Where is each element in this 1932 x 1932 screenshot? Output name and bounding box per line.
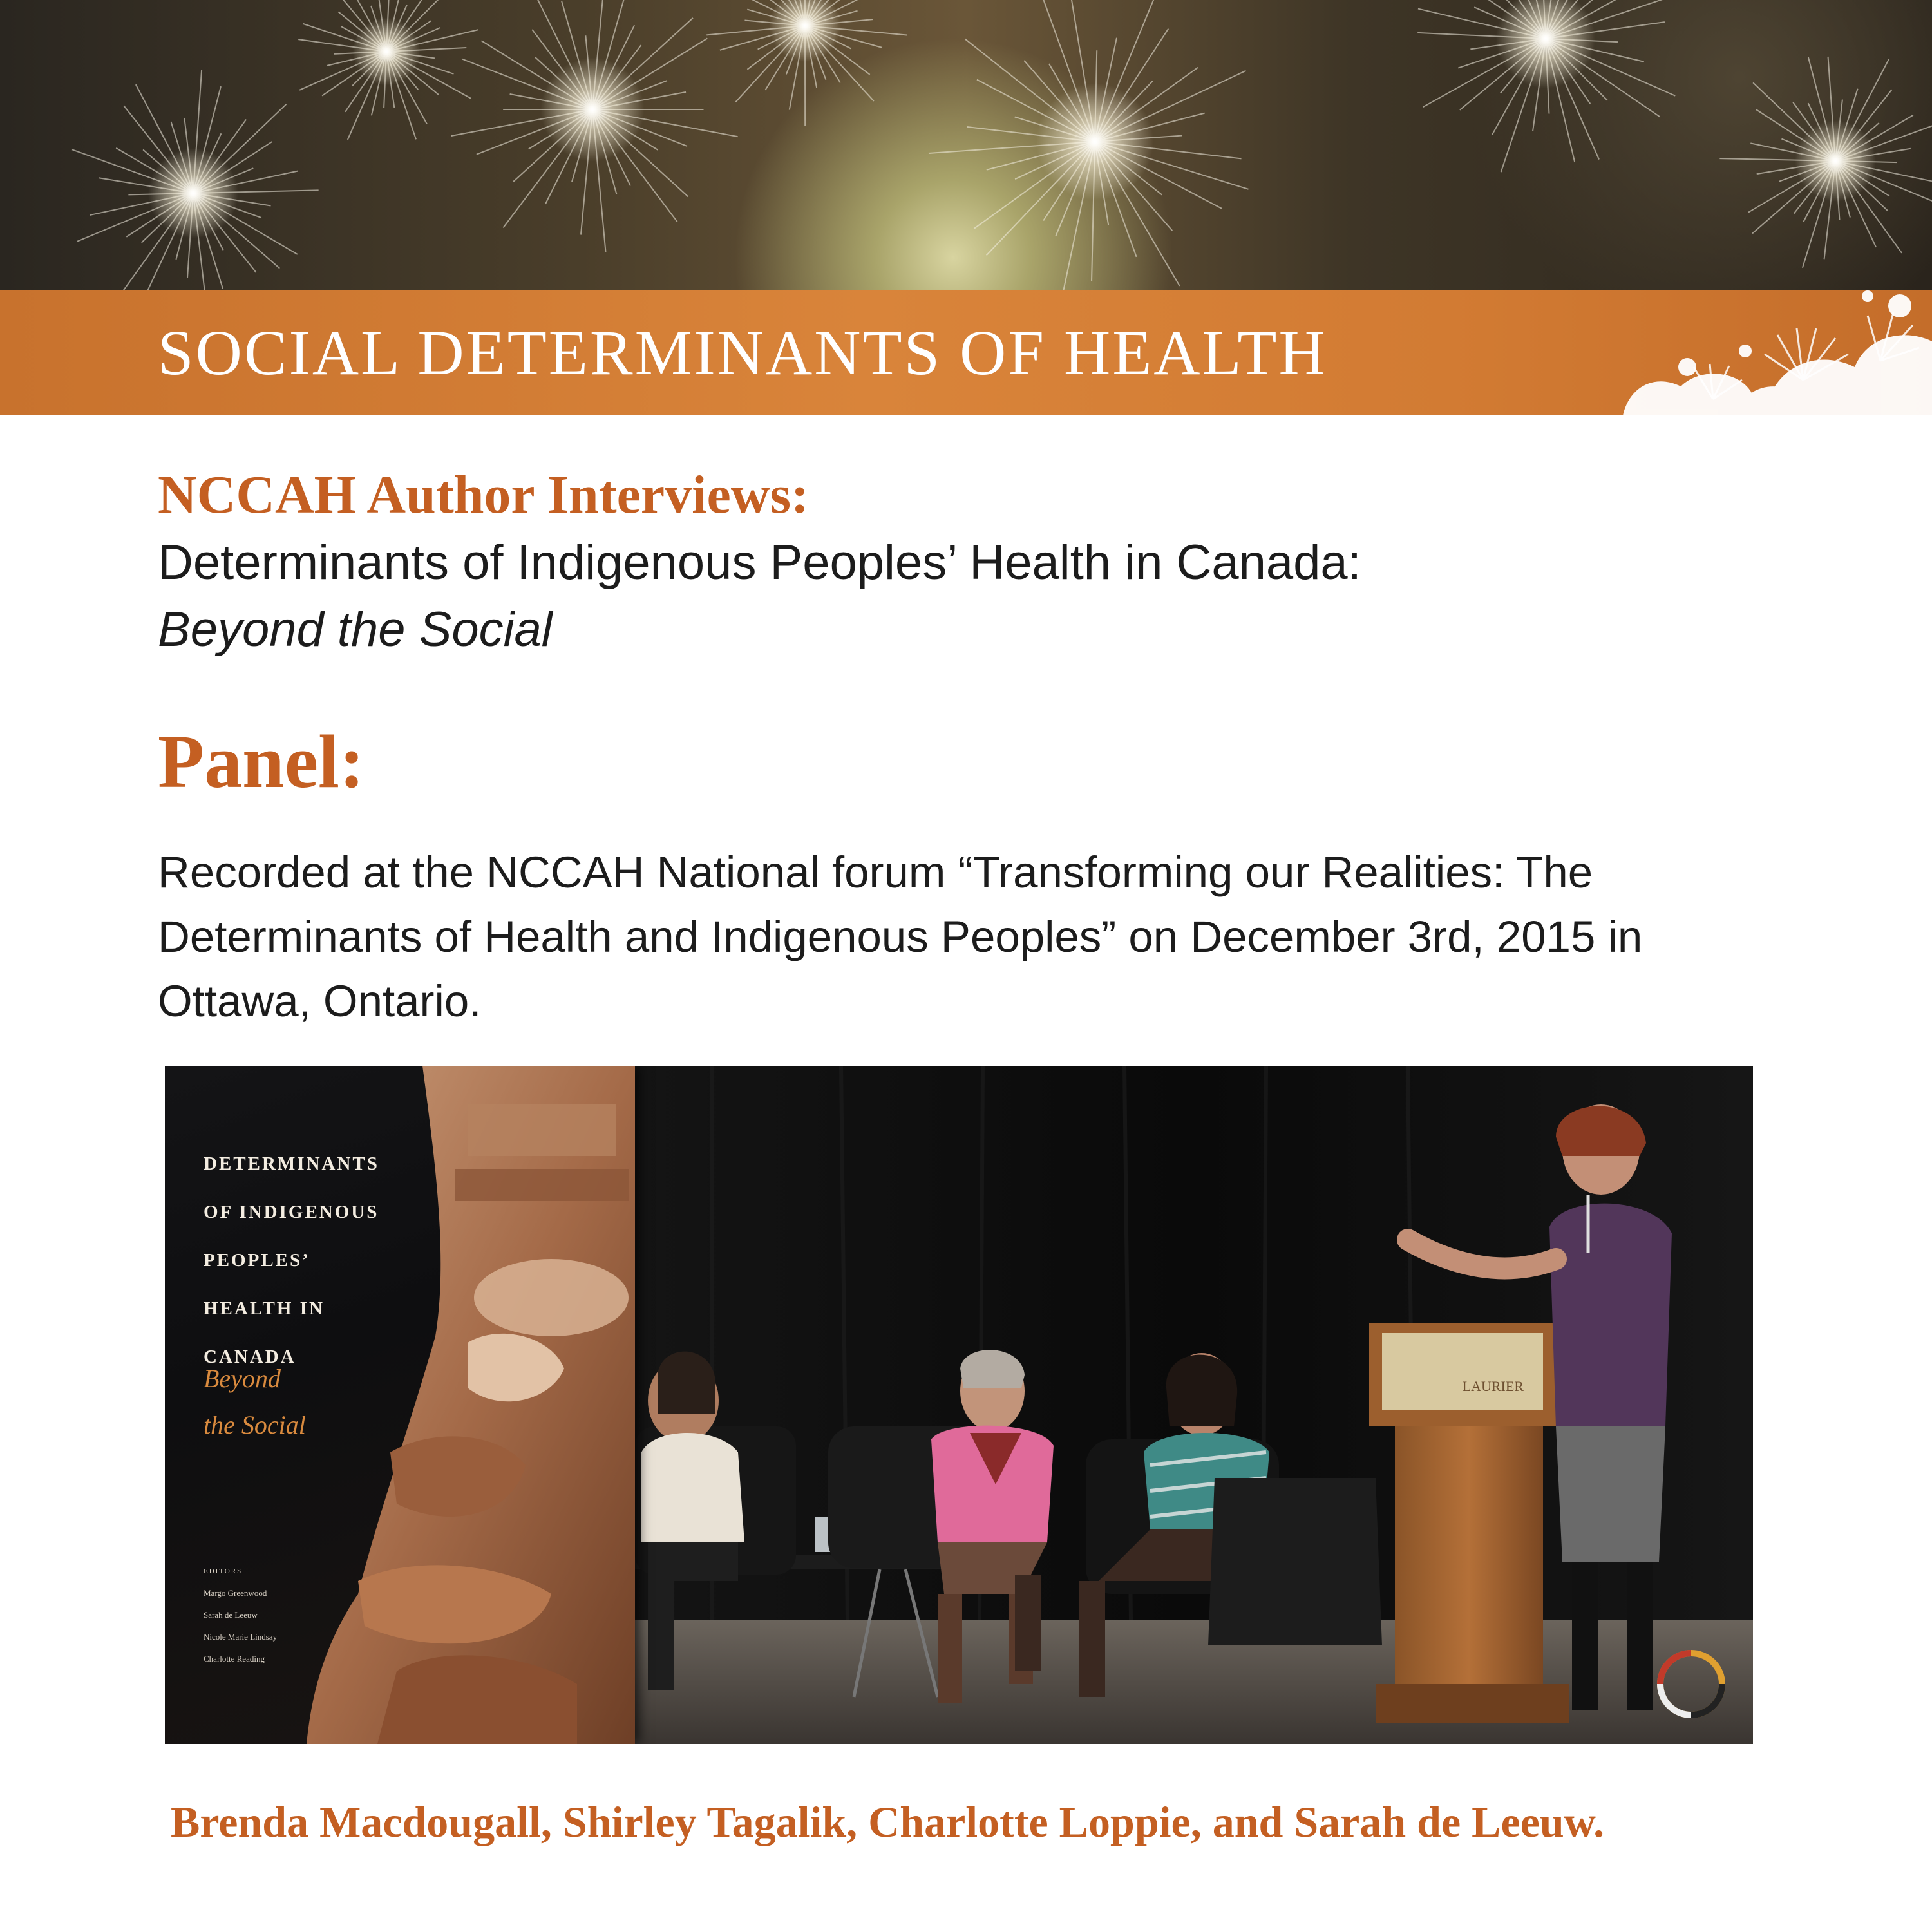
panelist-names: Brenda Macdougall, Shirley Tagalik, Charlotte Loppie, and Sarah de Leeuw. [171,1797,1605,1846]
cover-title-line: OF INDIGENOUS [204,1202,379,1222]
panel-stage-scene [635,1066,1753,1744]
cover-subtitle-line: the Social [204,1410,306,1439]
cover-title-line: CANADA [204,1347,296,1367]
banner-title: SOCIAL DETERMINANTS OF HEALTH [158,317,1327,388]
cover-editor: Charlotte Reading [204,1654,265,1663]
cover-title-line: PEOPLES’ [204,1250,310,1271]
stage-photo [635,1066,1753,1744]
book-title [158,529,1361,663]
cover-editor: Margo Greenwood [204,1588,267,1598]
panel-description: Recorded at the NCCAH National forum “Transforming our Realities: The Determinants of Health and Indigenous Peoples” on December 3rd, 2015 in Ottawa, Ontario. [158,848,1643,1026]
book-title-main: Determinants of Indigenous Peoples’ Health in Canada: [158,535,1361,590]
cover-editor: Nicole Marie Lindsay [204,1632,278,1642]
book-cover-image [165,1066,635,1744]
interviews-heading: NCCAH Author Interviews: [158,465,810,525]
cover-editors [204,1560,277,1670]
header-photo [0,0,1932,296]
cover-editors-label: EDITORS [204,1567,243,1575]
cover-subtitle-line: Beyond [204,1364,281,1393]
dandelion-seeds-image [0,0,1932,296]
panel-heading: Panel: [158,719,365,804]
cover-title [204,1140,435,1381]
book-subtitle: Beyond the Social [158,602,553,657]
cover-title-line: HEALTH IN [204,1298,325,1319]
cover-subtitle [204,1356,306,1448]
cover-title-line: DETERMINANTS [204,1153,379,1174]
section-banner [0,290,1932,415]
cover-editor: Sarah de Leeuw [204,1610,258,1620]
panel-photo [165,1066,1753,1744]
flower-silhouette-decoration [1352,290,1932,415]
podium-sign: LAURIER [1462,1378,1524,1394]
